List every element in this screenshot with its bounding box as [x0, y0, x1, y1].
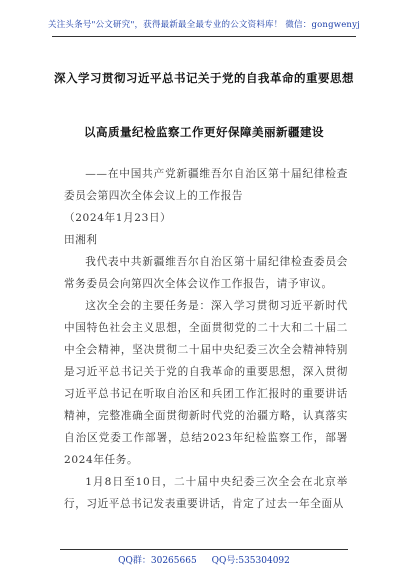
document-title-line-2: 以高质量纪检监察工作更好保障美丽新疆建设	[84, 125, 324, 139]
document-subtitle: ——在中国共产党新疆维吾尔自治区第十届纪律检查委员会第四次全体会议上的工作报告	[64, 168, 348, 202]
body-paragraph: 这次全会的主要任务是：深入学习贯彻习近平新时代中国特色社会主义思想，全面贯彻党的二十大和二十届二中全会精神，坚决贯彻二十届中央纪委三次全会精神特别是习近平总书记关于党的自我革命的重要思想，深入贯彻习近平总书记在听取自治区和兵团工作汇报时的重要讲话精神，完整准确全面贯彻新时代党的治疆方略，认真落实自治区党委工作部署，总结2023年纪检监察工作，部署2024年任务。	[64, 300, 348, 466]
document-author: 田湘利	[64, 234, 98, 246]
body-paragraph: 我代表中共新疆维吾尔自治区第十届纪律检查委员会常务委员会向第四次全体会议作工作报告，请予审议。	[64, 256, 348, 290]
document-body	[64, 163, 348, 515]
footer-qq-group: QQ群：30265665	[118, 556, 197, 566]
header-divider	[52, 36, 356, 37]
footer	[0, 553, 408, 566]
document-title-line-1: 深入学习贯彻习近平总书记关于党的自我革命的重要思想	[54, 71, 354, 85]
footer-divider	[60, 549, 348, 550]
footer-qq-number: QQ号:535304092	[211, 556, 290, 566]
header-banner: 关注头条号"公文研究"，获得最新最全最专业的公文资料库！ 微信：gongwenyj	[48, 20, 360, 30]
body-paragraph: 1月8日至10日，二十届中央纪委三次全会在北京举行，习近平总书记发表重要讲话，肯定了过去一年全面从	[64, 476, 348, 510]
document-date: （2024年1月23日）	[64, 212, 172, 224]
